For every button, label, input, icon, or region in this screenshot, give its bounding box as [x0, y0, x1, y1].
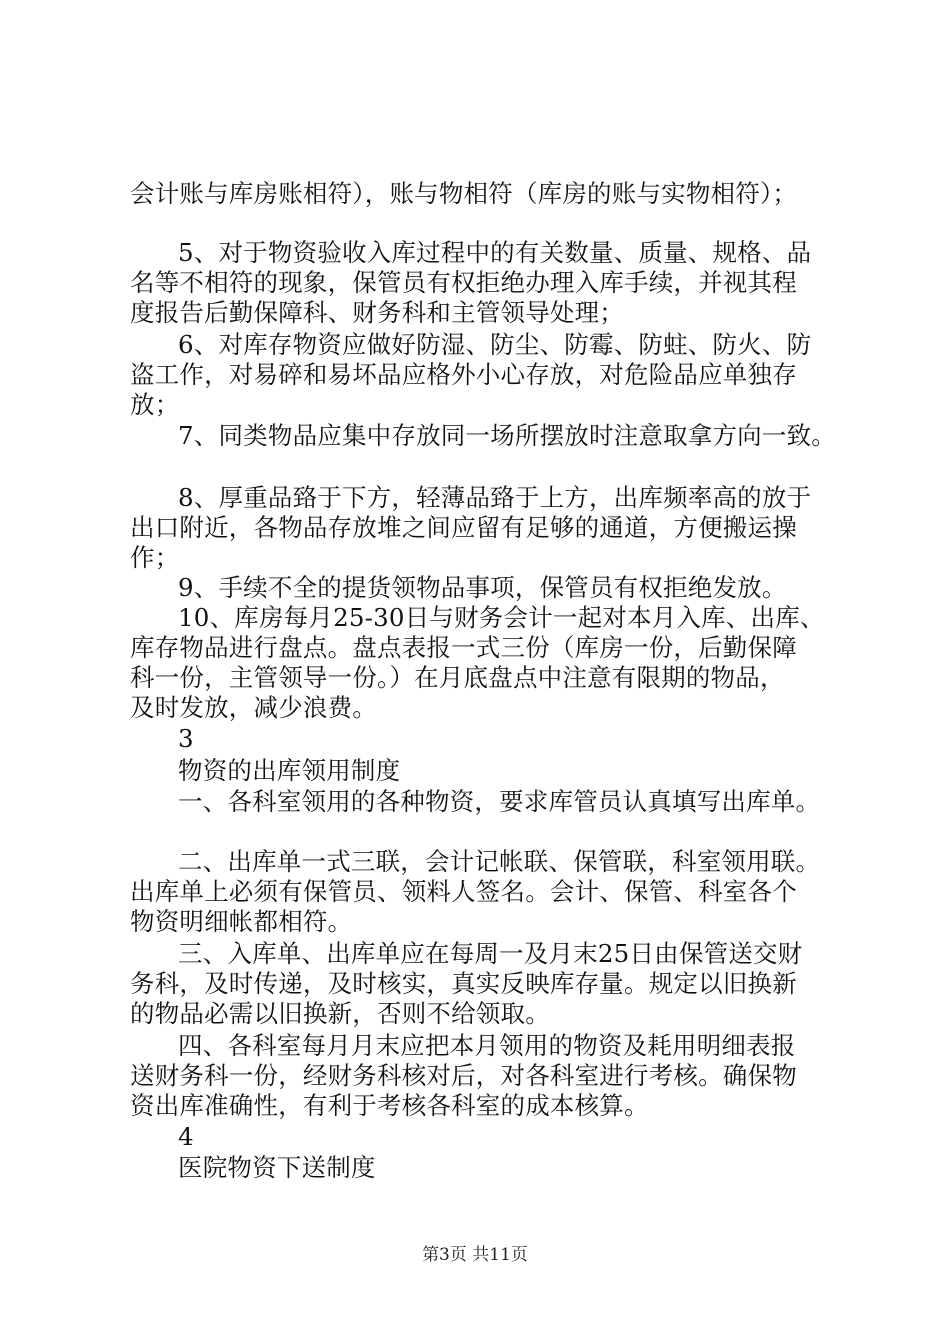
paragraph-line: 盗工作，对易碎和易坏品应格外小心存放，对危险品应单独存 [130, 360, 797, 389]
paragraph-line: 务科，及时传递，及时核实，真实反映库存量。规定以旧换新 [130, 969, 797, 998]
paragraph-line: 物资明细帐都相符。 [130, 907, 353, 936]
paragraph-line: 三、入库单、出库单应在每周一及月末25日由保管送交财 [178, 939, 803, 968]
paragraph-line: 及时发放，减少浪费。 [130, 693, 377, 722]
paragraph-line: 送财务科一份，经财务科核对后，对各科室进行考核。确保物 [130, 1061, 797, 1090]
paragraph-line: 出口附近，各物品存放堆之间应留有足够的通道，方便搬运操 [130, 513, 797, 542]
paragraph-line: 一、各科室领用的各种物资，要求库管员认真填写出库单。 [178, 787, 821, 816]
paragraph-line: 10、库房每月25-30日与财务会计一起对本月入库、出库、 [178, 603, 825, 632]
paragraph-line: 出库单上必须有保管员、领料人签名。会计、保管、科室各个 [130, 877, 797, 906]
section-heading: 物资的出库领用制度 [178, 756, 401, 785]
paragraph-line: 资出库准确性，有利于考核各科室的成本核算。 [130, 1091, 649, 1120]
paragraph-line: 会计账与库房账相符），账与物相符（库房的账与实物相符）； [130, 179, 798, 208]
paragraph-line: 9、手续不全的提货领物品事项，保管员有权拒绝发放。 [178, 573, 787, 602]
paragraph-line: 库存物品进行盘点。盘点表报一式三份（库房一份，后勤保障 [130, 633, 797, 662]
section-number: 3 [178, 724, 194, 753]
paragraph-line: 作； [130, 543, 180, 572]
paragraph-line: 的物品必需以旧换新，否则不给领取。 [130, 999, 550, 1028]
paragraph-line: 放； [130, 390, 180, 419]
paragraph-line: 度报告后勤保障科、财务科和主管领导处理； [130, 298, 624, 327]
paragraph-line: 名等不相符的现象，保管员有权拒绝办理入库手续，并视其程 [130, 268, 797, 297]
paragraph-line: 7、同类物品应集中存放同一场所摆放时注意取拿方向一致。 [178, 421, 836, 450]
paragraph-line: 8、厚重品臵于下方，轻薄品臵于上方，出库频率高的放于 [178, 483, 812, 512]
paragraph-line: 5、对于物资验收入库过程中的有关数量、质量、规格、品 [178, 238, 812, 267]
paragraph-line: 科一份，主管领导一份。）在月底盘点中注意有限期的物品， [130, 663, 785, 692]
paragraph-line: 二、出库单一式三联，会计记帐联、保管联，科室领用联。 [178, 847, 821, 876]
paragraph-line: 6、对库存物资应做好防湿、防尘、防霉、防蛀、防火、防 [178, 330, 812, 359]
section-heading: 医院物资下送制度 [178, 1153, 376, 1182]
paragraph-line: 四、各科室每月月末应把本月领用的物资及耗用明细表报 [178, 1031, 796, 1060]
page-number-footer: 第3页 共11页 [422, 1245, 528, 1265]
section-number: 4 [178, 1122, 194, 1151]
